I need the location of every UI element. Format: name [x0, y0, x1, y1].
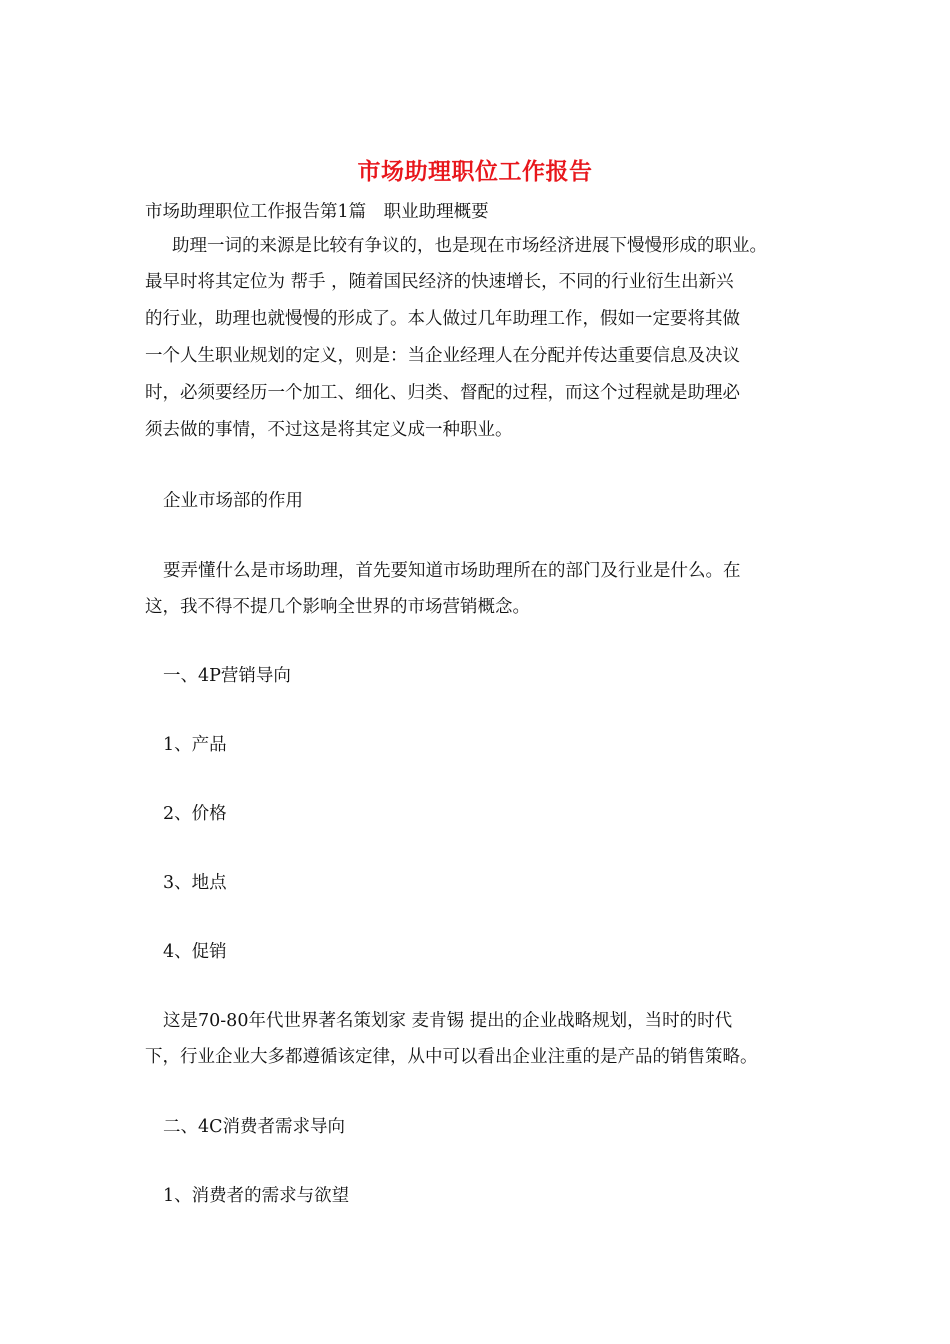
document-subtitle: 市场助理职位工作报告第1篇 职业助理概要: [145, 202, 489, 222]
para2-line-1: 要弄懂什么是市场助理，首先要知道市场助理所在的部门及行业是什么。在: [163, 561, 741, 581]
document-title: 市场助理职位工作报告: [357, 158, 593, 185]
intro-line-6: 须去做的事情，不过这是将其定义成一种职业。: [145, 420, 513, 440]
list-item-4p-place: 3、地点: [163, 873, 227, 893]
section-heading-marketing-dept: 企业市场部的作用: [163, 491, 303, 511]
intro-line-3: 的行业，助理也就慢慢的形成了。本人做过几年助理工作，假如一定要将其做: [145, 309, 740, 329]
heading-4p: 一、4P营销导向: [163, 666, 291, 686]
list-item-4p-product: 1、产品: [163, 735, 227, 755]
list-item-4p-price: 2、价格: [163, 804, 227, 824]
list-item-4p-promotion: 4、促销: [163, 942, 227, 962]
para3-line-1: 这是70-80年代世界著名策划家 麦肯锡 提出的企业战略规划，当时的时代: [163, 1011, 733, 1031]
list-item-4c-needs: 1、消费者的需求与欲望: [163, 1186, 350, 1206]
intro-line-4: 一个人生职业规划的定义，则是：当企业经理人在分配并传达重要信息及决议: [145, 346, 740, 366]
heading-4c: 二、4C消费者需求导向: [163, 1117, 346, 1137]
intro-line-5: 时，必须要经历一个加工、细化、归类、督配的过程，而这个过程就是助理必: [145, 383, 740, 403]
intro-line-1: 助理一词的来源是比较有争议的，也是现在市场经济进展下慢慢形成的职业。: [172, 236, 767, 256]
para2-line-2: 这，我不得不提几个影响全世界的市场营销概念。: [145, 597, 530, 617]
intro-line-2: 最早时将其定位为 帮手 ，随着国民经济的快速增长，不同的行业衍生出新兴: [145, 272, 734, 292]
para3-line-2: 下，行业企业大多都遵循该定律，从中可以看出企业注重的是产品的销售策略。: [145, 1047, 758, 1067]
